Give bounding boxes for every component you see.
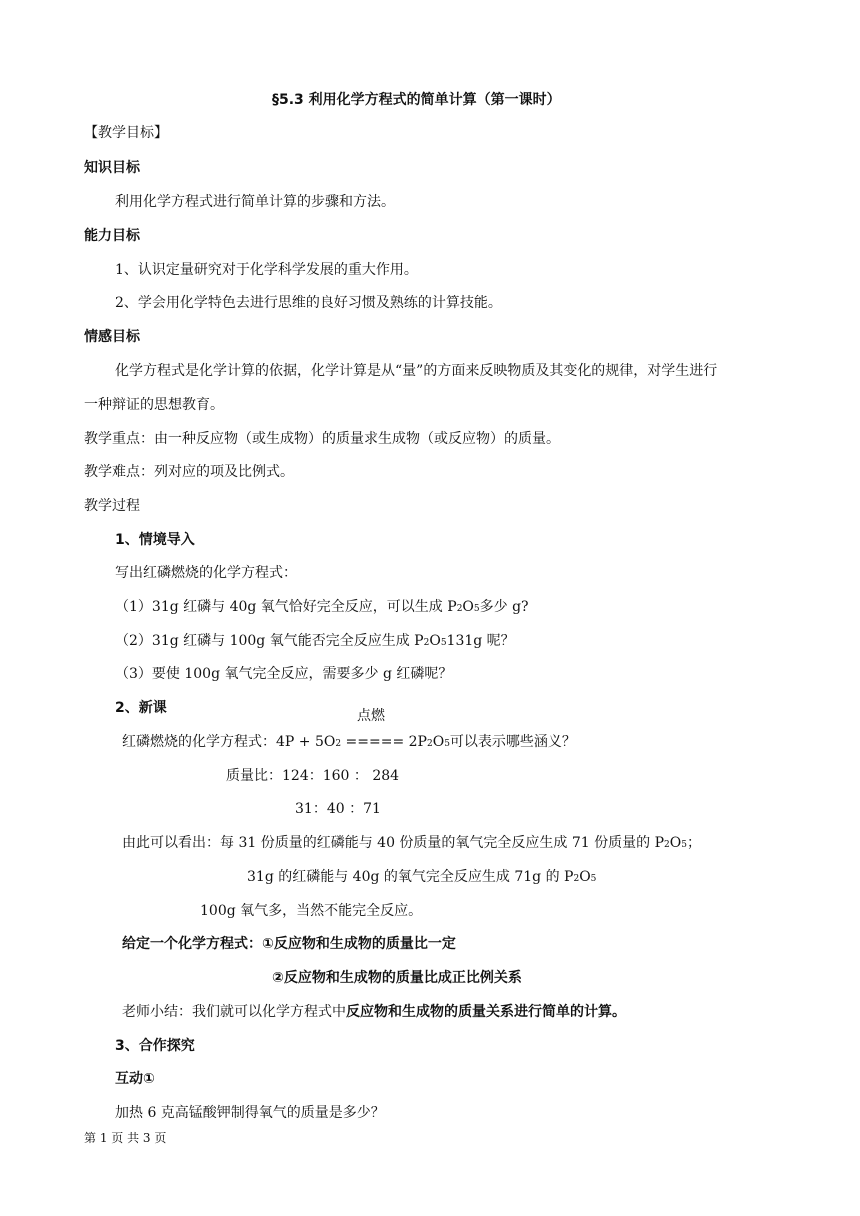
combustion-equation: 红磷燃烧的化学方程式：4P + 5O2 ===== 2P2O5可以表示哪些涵义？ bbox=[122, 734, 576, 750]
difficulty: 教学难点：列对应的项及比例式。 bbox=[84, 464, 294, 480]
interaction-1-heading: 互动① bbox=[115, 1071, 155, 1087]
process-heading: 教学过程 bbox=[84, 498, 140, 514]
page-footer: 第 1 页 共 3 页 bbox=[84, 1131, 167, 1145]
emotion-line-2: 一种辩证的思想教育。 bbox=[84, 397, 224, 413]
conclusion-1: 由此可以看出：每 31 份质量的红磷能与 40 份质量的氧气完全反应生成 71 份质量的 P2O5； bbox=[122, 835, 701, 851]
section2-heading: 2、新课 bbox=[115, 700, 167, 716]
knowledge-text: 利用化学方程式进行简单计算的步骤和方法。 bbox=[115, 194, 395, 210]
conclusion-2: 31g 的红磷能与 40g 的氧气完全反应生成 71g 的 P2O5 bbox=[247, 869, 597, 885]
key-point: 教学重点：由一种反应物（或生成物）的质量求生成物（或反应物）的质量。 bbox=[84, 431, 560, 447]
ability-item-2: 2、学会用化学特色去进行思维的良好习惯及熟练的计算技能。 bbox=[115, 295, 502, 311]
page-title: §5.3 利用化学方程式的简单计算（第一课时） bbox=[272, 92, 561, 108]
question-1: （1）31g 红磷与 40g 氧气恰好完全反应，可以生成 P2O5多少 g? bbox=[115, 599, 529, 615]
question-2: （2）31g 红磷与 100g 氧气能否完全反应生成 P2O5131g 呢？ bbox=[115, 633, 515, 649]
section1-heading: 1、情境导入 bbox=[115, 532, 195, 548]
emotion-heading: 情感目标 bbox=[84, 329, 140, 345]
given-equation-point-2: ②反应物和生成物的质量比成正比例关系 bbox=[272, 970, 522, 986]
emotion-line-1: 化学方程式是化学计算的依据，化学计算是从“量”的方面来反映物质及其变化的规律，对学生进行 bbox=[115, 363, 718, 379]
ability-heading: 能力目标 bbox=[84, 228, 140, 244]
given-equation-point-1: 给定一个化学方程式：①反应物和生成物的质量比一定 bbox=[122, 936, 456, 952]
knowledge-heading: 知识目标 bbox=[84, 160, 140, 176]
question-3: （3）要使 100g 氧气完全反应，需要多少 g 红磷呢？ bbox=[115, 666, 453, 682]
mass-ratio-1: 质量比：124：160 ： 284 bbox=[226, 768, 400, 784]
conclusion-3: 100g 氧气多，当然不能完全反应。 bbox=[200, 903, 423, 919]
interaction-1-question: 加热 6 克高锰酸钾制得氧气的质量是多少？ bbox=[115, 1105, 385, 1121]
goals-header: 【教学目标】 bbox=[84, 125, 168, 141]
section1-intro: 写出红磷燃烧的化学方程式： bbox=[115, 565, 297, 581]
teacher-summary: 老师小结：我们就可以化学方程式中反应物和生成物的质量关系进行简单的计算。 bbox=[122, 1004, 626, 1020]
mass-ratio-2: 31：40 ：71 bbox=[295, 801, 381, 817]
ability-item-1: 1、认识定量研究对于化学科学发展的重大作用。 bbox=[115, 262, 418, 278]
reaction-condition: 点燃 bbox=[357, 708, 385, 724]
section3-heading: 3、合作探究 bbox=[115, 1038, 195, 1054]
